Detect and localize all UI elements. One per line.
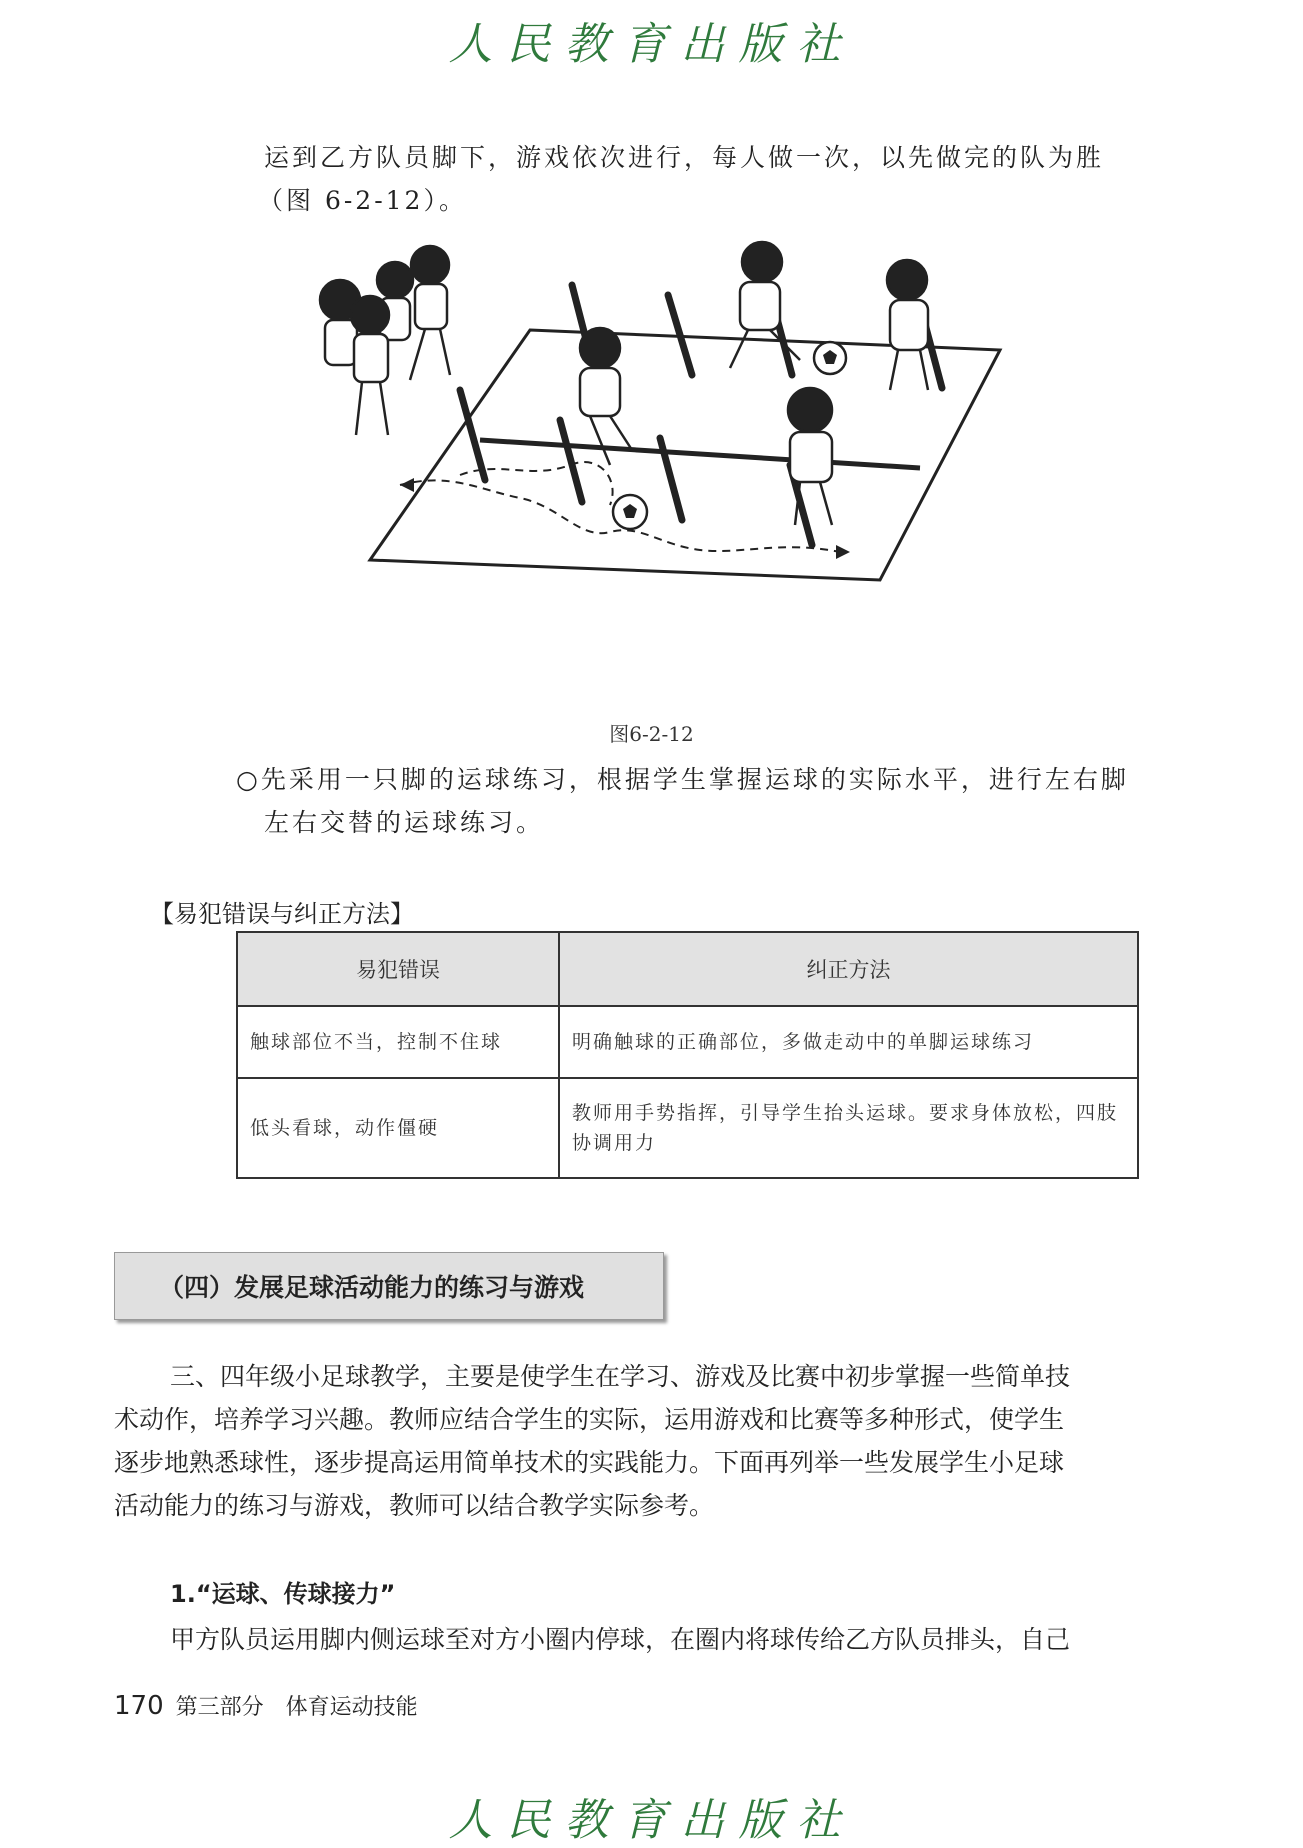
children-group-left (320, 246, 450, 435)
errors-section-title: 【易犯错误与纠正方法】 (150, 900, 414, 928)
table-header-fix: 纠正方法 (559, 932, 1138, 1006)
soccer-ball-icon (613, 495, 647, 529)
top-paragraph-line1: 运到乙方队员脚下，游戏依次进行，每人做一次，以先做完的队为胜 (264, 143, 1105, 172)
top-paragraph (258, 136, 1164, 222)
publisher-footer: 人民教育出版社 (448, 1795, 855, 1846)
tip-line1: ○先采用一只脚的运球练习，根据学生掌握运球的实际水平，进行左右脚 (236, 765, 1129, 794)
figure-caption: 图6-2-12 (609, 722, 694, 746)
dribbling-illustration (280, 240, 1090, 710)
table-header-row (237, 932, 1138, 1006)
tip-paragraph (236, 758, 1166, 844)
errors-table (236, 931, 1139, 1179)
body-line: 活动能力的练习与游戏，教师可以结合教学实际参考。 (114, 1491, 715, 1520)
body-line: 三、四年级小足球教学，主要是使学生在学习、游戏及比赛中初步掌握一些简单技 (170, 1362, 1071, 1391)
table-cell-fix: 教师用手势指挥，引导学生抬头运球。要求身体放松，四肢协调用力 (559, 1078, 1138, 1178)
page-number: 170 (114, 1691, 164, 1721)
page-footer (114, 1690, 418, 1721)
top-paragraph-line2: （图 6-2-12）。 (258, 186, 467, 215)
game-one-text: 甲方队员运用脚内侧运球至对方小圈内停球，在圈内将球传给乙方队员排头，自己 (170, 1625, 1071, 1654)
table-cell-fix: 明确触球的正确部位，多做走动中的单脚运球练习 (559, 1006, 1138, 1078)
table-cell-error: 低头看球，动作僵硬 (237, 1078, 559, 1178)
game-one-title: 1.“运球、传球接力” (170, 1580, 396, 1608)
table-row (237, 1006, 1138, 1078)
section-four-body (114, 1355, 1174, 1527)
body-line: 术动作，培养学习兴趣。教师应结合学生的实际，运用游戏和比赛等多种形式，使学生 (114, 1405, 1065, 1434)
tip-line2: 左右交替的运球练习。 (264, 808, 545, 837)
section-four-title: （四）发展足球活动能力的练习与游戏 (159, 1273, 585, 1302)
path-arrow (400, 478, 414, 492)
footer-section: 第三部分 体育运动技能 (175, 1695, 418, 1720)
table-cell-error: 触球部位不当，控制不住球 (237, 1006, 559, 1078)
table-row (237, 1078, 1138, 1178)
publisher-header: 人民教育出版社 (448, 19, 855, 70)
bullet-icon: ○ (236, 765, 261, 794)
table-header-error: 易犯错误 (237, 932, 559, 1006)
soccer-ball-icon (814, 342, 846, 374)
body-line: 逐步地熟悉球性，逐步提高运用简单技术的实践能力。下面再列举一些发展学生小足球 (114, 1448, 1065, 1477)
section-four-heading (114, 1252, 664, 1320)
